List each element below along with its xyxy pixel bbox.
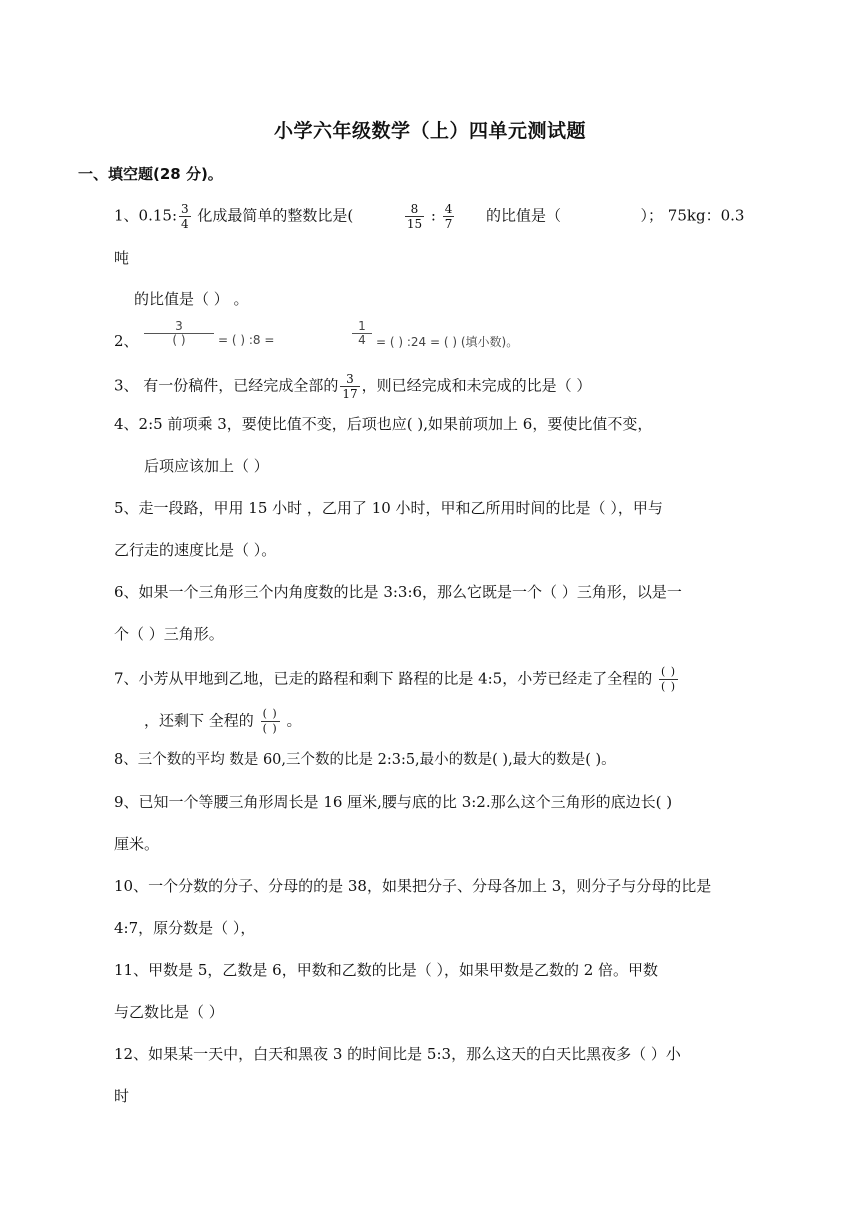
q2-label: 2、 <box>114 332 139 350</box>
q2-eq-part2: = ( ) :24 = ( ) (填小数)。 <box>376 335 519 349</box>
q10-line1: 10、一个分数的分子、分母的的是 38，如果把分子、分母各加上 3，则分子与分母的比是 <box>114 877 712 895</box>
question-3: 3、 有一份稿件，已经完成全部的 $\frac{3}{17}$ ，则已经完成和未完成的比是（ ） <box>114 372 592 401</box>
q2-fraction-1-4: $\frac{1}{4}$ <box>352 320 372 347</box>
fraction-3-4: $\frac{3}{4}$ <box>181 202 189 231</box>
q1-wrap: 吨 <box>114 249 130 267</box>
q7-blank-fraction-1: $\frac{( )}{( )}$ <box>661 665 677 693</box>
page-title: 小学六年级数学（上）四单元测试题 <box>273 120 586 142</box>
q1-text-d: ）； 75kg：0.3 <box>640 206 745 225</box>
q8-line1: 8、三个数的平均 数是 60,三个数的比是 2:3:5,最小的数是( ),最大的数是( )。 <box>114 752 616 768</box>
fraction-3-17: $\frac{3}{17}$ <box>342 372 358 401</box>
question-7-line1: 7、小芳从甲地到乙地，已走的路程和剩下 路程的比是 4:5，小芳已经走了全程的 $\frac{( )}{( )}$ <box>114 665 677 693</box>
q2-equation-image <box>138 318 618 358</box>
q7-blank-fraction-2: $\frac{( )}{( )}$ <box>262 707 278 735</box>
q10-line2: 4:7，原分数是（ ）， <box>114 919 256 937</box>
fraction-8-15: $\frac{8}{15}$ <box>406 202 423 231</box>
q12-line1: 12、如果某一天中，白天和黑夜 3 的时间比是 5:3，那么这天的白天比黑夜多（ ）小 <box>114 1045 681 1063</box>
q2-eq-part1: = ( ) :8 = <box>218 333 275 347</box>
q2-fraction-blank: 3 ( ) <box>144 320 214 347</box>
fraction-4-7: $\frac{4}{7}$ <box>444 202 453 231</box>
question-1: 1、0.15: $\frac{3}{4}$ 化成最简单的整数比是( $\frac{8}{15}$ : $\frac{4}{7}$ 的比值是（ ）； 75kg：0.3 <box>114 202 745 231</box>
q1-text-c: 的比值是（ <box>485 206 561 225</box>
q9-line1: 9、已知一个等腰三角形周长是 16 厘米,腰与底的比 3:2.那么这个三角形的底边长( ) <box>114 793 673 811</box>
q1-text-b: 化成最简单的整数比是( <box>197 206 354 225</box>
q11-line1: 11、甲数是 5，乙数是 6，甲数和乙数的比是（ ），如果甲数是乙数的 2 倍。甲数 <box>114 961 659 979</box>
q5-line1: 5、走一段路，甲用 15 小时 ，乙用了 10 小时，甲和乙所用时间的比是（ ），甲与 <box>114 499 663 517</box>
q6-line2: 个（ ）三角形。 <box>114 625 224 643</box>
question-7-line2: ，还剩下 全程的 $\frac{( )}{( )}$ 。 <box>144 707 302 735</box>
q9-line2: 厘米。 <box>114 835 160 853</box>
q11-line2: 与乙数比是（ ） <box>114 1003 224 1021</box>
q4-line2: 后项应该加上（ ） <box>144 457 269 475</box>
q6-line1: 6、如果一个三角形三个内角度数的比是 3:3:6，那么它既是一个（ ）三角形，以是一 <box>114 583 682 601</box>
q5-line2: 乙行走的速度比是（ ）。 <box>114 541 277 559</box>
q1-text-a: 1、0.15: <box>114 206 177 225</box>
q4-line1: 4、2:5 前项乘 3，要使比值不变，后项也应( ),如果前项加上 6，要使比值不变， <box>114 415 653 433</box>
section-heading: 一、填空题(28 分)。 <box>78 165 223 183</box>
q1-line2: 的比值是（ ） 。 <box>134 290 249 308</box>
q12-line2: 时 <box>114 1087 130 1105</box>
